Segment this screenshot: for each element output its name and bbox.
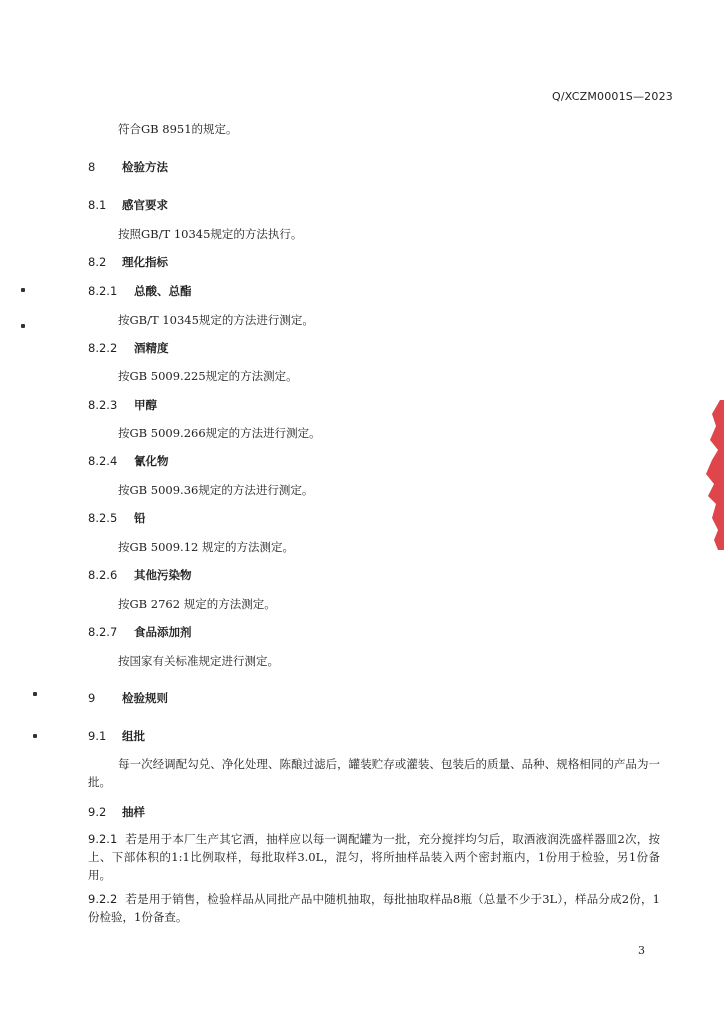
paragraph-text: 每一次经调配勾兑、净化处理、陈酿过滤后，罐装贮存或灌装、包装后的质量、品种、规格相同的产品为一批。 [88,757,660,789]
text-line: 按国家有关标准规定进行测定。 [118,654,279,668]
section-number: 8.2.5 [88,511,118,525]
clause-number: 9.2.2 [88,892,118,906]
section-heading-8-2-3 [88,397,157,413]
seal-stamp-fragment [700,400,724,550]
scan-mark [21,288,25,292]
section-number: 8.2.3 [88,398,118,412]
section-title: 检验方法 [122,160,168,174]
scan-mark [21,324,25,328]
section-heading-8-2-5 [88,510,146,526]
section-number: 9.2 [88,805,107,819]
text-line: 按GB 2762 规定的方法测定。 [118,597,276,611]
text-line: 符合GB 8951的规定。 [118,122,238,136]
paragraph-9-2-2 [88,890,660,926]
section-heading-9-2 [88,804,145,820]
paragraph-text: 若是用于销售，检验样品从同批产品中随机抽取，每批抽取样品8瓶（总量不少于3L），样品分成2份，1份检验，1份备查。 [88,892,660,924]
scan-mark [33,734,37,738]
section-heading-8-2-4 [88,453,169,469]
section-title: 食品添加剂 [134,625,192,639]
text-line: 按GB 5009.225规定的方法测定。 [118,369,298,383]
section-title: 铅 [134,511,146,525]
section-heading-8-2-2 [88,340,169,356]
text-line: 按GB 5009.36规定的方法进行测定。 [118,483,314,497]
paragraph-text: 若是用于本厂生产其它酒，抽样应以每一调配罐为一批，充分搅拌均匀后，取酒液润洗盛样器皿2次，按上、下部体积的1:1比例取样，每批取样3.0L，混匀，将所抽样品装入两个密封瓶内，1份用于检验，另1份备用。 [88,832,660,882]
section-title: 理化指标 [122,255,168,269]
section-number: 8.2.7 [88,625,118,639]
section-title: 酒精度 [134,341,169,355]
section-number: 9 [88,691,96,705]
section-number: 8.2.2 [88,341,118,355]
section-title: 抽样 [122,805,145,819]
section-number: 8 [88,160,96,174]
page-number: 3 [638,944,645,957]
text-line: 按GB 5009.266规定的方法进行测定。 [118,426,321,440]
document-code: Q/XCZM0001S—2023 [552,90,673,103]
text-line: 按GB/T 10345规定的方法进行测定。 [118,313,314,327]
text-line: 按照GB/T 10345规定的方法执行。 [118,227,303,241]
section-heading-8-2-1 [88,283,192,299]
section-number: 9.1 [88,729,107,743]
text-line: 按GB 5009.12 规定的方法测定。 [118,540,295,554]
section-heading-8-2-6 [88,567,192,583]
section-heading-9-1 [88,728,145,744]
section-number: 8.1 [88,198,107,212]
section-heading-8-1 [88,197,168,213]
paragraph-9-1 [88,755,660,791]
section-title: 组批 [122,729,145,743]
section-title: 检验规则 [122,691,168,705]
scan-mark [33,692,37,696]
section-title: 氰化物 [134,454,169,468]
paragraph-9-2-1 [88,830,660,884]
section-number: 8.2 [88,255,107,269]
section-heading-8-2-7 [88,624,192,640]
section-title: 总酸、总酯 [134,284,192,298]
section-heading-8-2 [88,254,168,270]
section-title: 感官要求 [122,198,168,212]
section-number: 8.2.1 [88,284,118,298]
section-number: 8.2.4 [88,454,118,468]
clause-number: 9.2.1 [88,832,118,846]
section-heading-9 [88,690,168,706]
section-title: 其他污染物 [134,568,192,582]
section-title: 甲醇 [134,398,157,412]
section-heading-8 [88,159,168,175]
section-number: 8.2.6 [88,568,118,582]
